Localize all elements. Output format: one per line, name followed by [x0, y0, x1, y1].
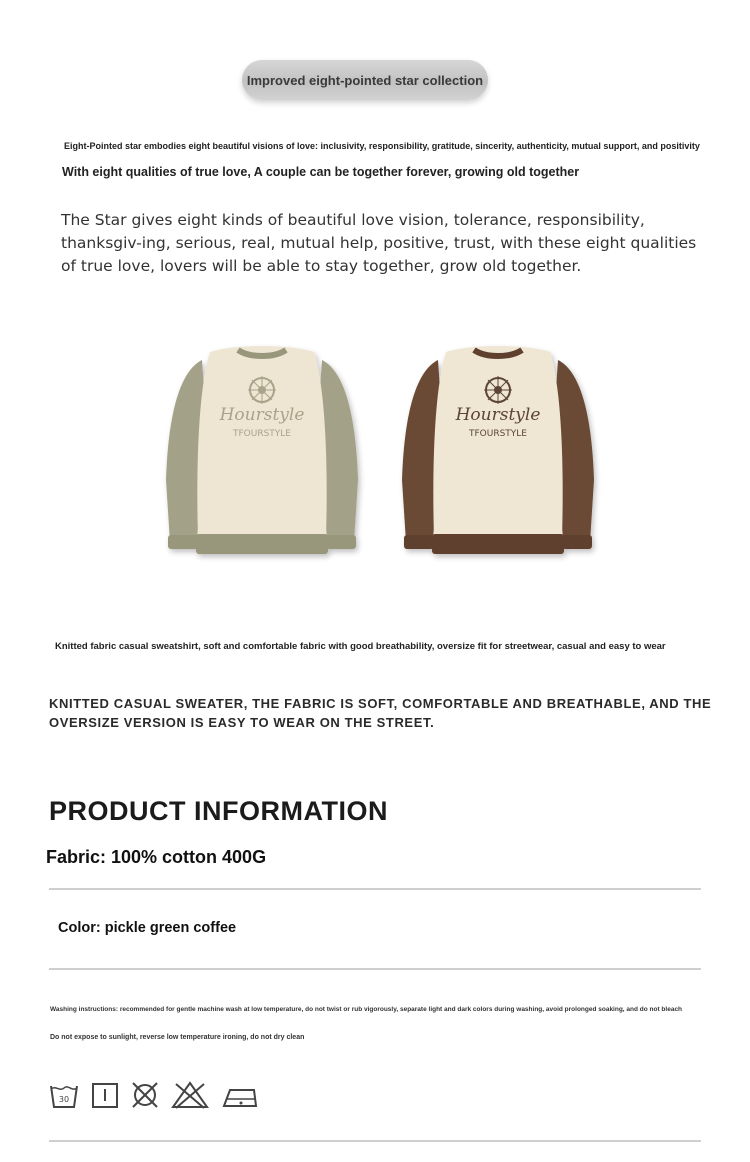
print-subtext-coffee: TFOURSTYLE: [468, 429, 528, 439]
feature-summary: Knitted fabric casual sweatshirt, soft and comfortable fabric with good breathability, oversize fit for streetwear, casual and easy to wear: [55, 641, 666, 652]
sweatshirt-coffee: [402, 346, 594, 554]
divider: [49, 888, 701, 890]
washing-instructions: Washing instructions: recommended for gentle machine wash at low temperature, do not twist or rub vigorously, separate light and dark colors during washing, avoid prolonged soaking, and do not bleach: [50, 1006, 683, 1013]
intro-summary: Eight-Pointed star embodies eight beautiful visions of love: inclusivity, responsibility, gratitude, sincerity, authenticity, mutual support, and positivity: [64, 141, 700, 151]
fabric-info: Fabric: 100% cotton 400G: [46, 847, 267, 867]
print-subtext-green: TFOURSTYLE: [232, 429, 292, 439]
collection-badge: [242, 60, 488, 100]
wash-30-icon: [48, 1080, 80, 1110]
product-photo: [150, 330, 610, 570]
divider: [49, 1140, 701, 1142]
do-not-dry-clean-icon: [130, 1080, 160, 1110]
divider: [49, 968, 701, 970]
sweatshirt-green: [166, 346, 358, 554]
feature-caps: KNITTED CASUAL SWEATER, THE FABRIC IS SOFT, COMFORTABLE AND BREATHABLE, AND THE OVERSIZE VERSION IS EASY TO WEAR ON THE STREET.: [49, 696, 712, 730]
color-info: Color: pickle green coffee: [58, 920, 237, 936]
low-iron-icon: [220, 1080, 260, 1110]
print-text-coffee: Hourstyle: [455, 405, 541, 425]
intro-tagline: With eight qualities of true love, A couple can be together forever, growing old together: [62, 165, 580, 179]
print-text-green: Hourstyle: [219, 405, 305, 425]
care-icons: [48, 1080, 260, 1110]
wash-temp-label: 30: [58, 1095, 70, 1104]
product-info-heading: PRODUCT INFORMATION: [49, 796, 388, 826]
do-not-bleach-icon: [170, 1080, 210, 1110]
line-dry-icon: [90, 1080, 120, 1110]
washing-instructions-extra: Do not expose to sunlight, reverse low temperature ironing, do not dry clean: [50, 1034, 305, 1041]
collection-badge-label: Improved eight-pointed star collection: [246, 72, 484, 88]
intro-paragraph: The Star gives eight kinds of beautiful love vision, tolerance, responsibility, thanksgiv-ing, serious, real, mutual help, positive, trust, with these eight qualities of true love, lovers will be able to stay together, grow old together.: [61, 211, 697, 275]
